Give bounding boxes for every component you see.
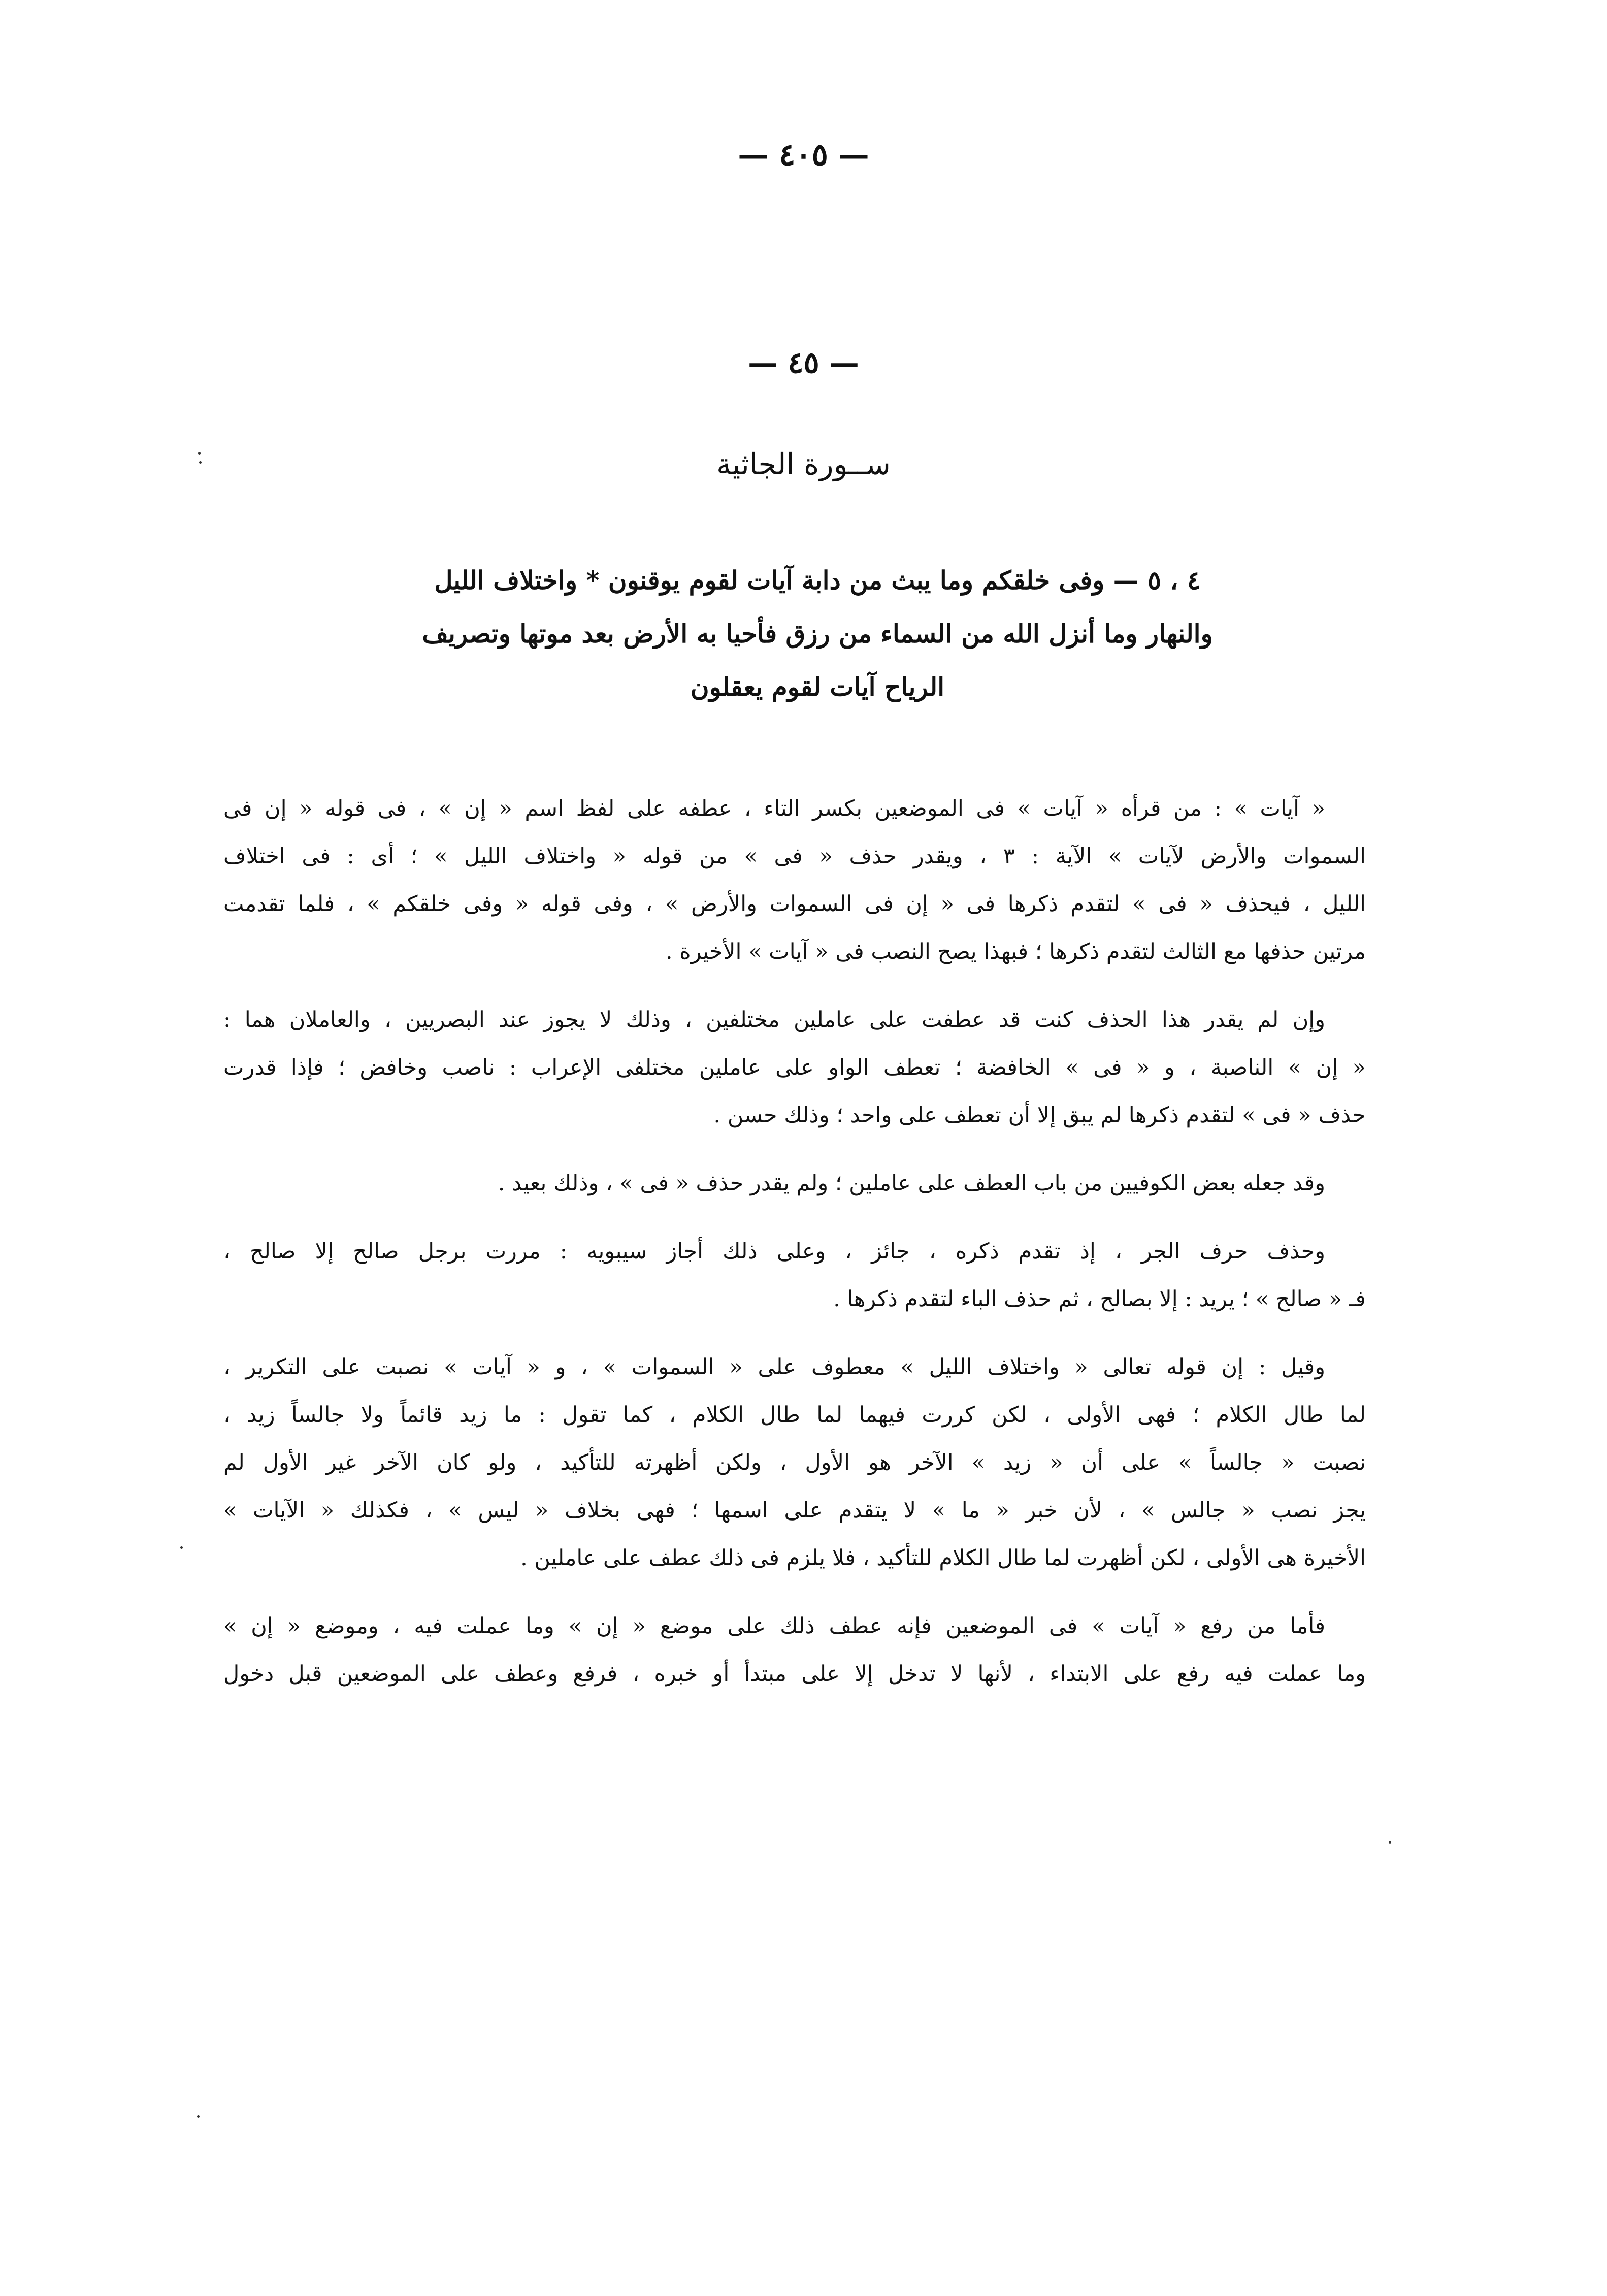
paragraph-4 <box>223 1227 1366 1323</box>
text-line: الأخيرة هى الأولى ، لكن أظهرت لما طال الكلام للتأكيد ، فلا يلزم فى ذلك عطف على عاملين . <box>520 1545 1366 1571</box>
surah-title: ســورة الجاثية <box>716 447 891 481</box>
scan-speck <box>180 1546 183 1549</box>
scan-speck <box>199 461 202 464</box>
text-line: « إن » الناصبة ، و « فى » الخافضة ؛ تعطف الواو على عاملين مختلفى الإعراب : ناصب وخافض ؛ فإذا قدرت <box>223 1055 1366 1080</box>
quran-verse <box>386 554 1249 714</box>
text-line: وحذف حرف الجر ، إذ تقدم ذكره ، جائز ، وعلى ذلك أجاز سيبويه : مررت برجل صالح إلا صالح ، <box>223 1239 1325 1264</box>
text-line: وما عملت فيه رفع على الابتداء ، لأنها لا تدخل إلا على مبتدأ أو خبره ، فرفع وعطف على الموضعين قبل دخول <box>223 1661 1366 1687</box>
text-line: حذف « فى » لتقدم ذكرها لم يبق إلا أن تعطف على واحد ؛ وذلك حسن . <box>713 1103 1366 1128</box>
paragraph-5 <box>223 1343 1366 1582</box>
text-line: « آيات » : من قرأه « آيات » فى الموضعين بكسر التاء ، عطفه على لفظ اسم « إن » ، فى قوله « إن فى <box>223 796 1325 821</box>
page-number: — ٤٠٥ — <box>738 137 869 173</box>
text-line: نصبت « جالساً » على أن « زيد » الآخر هو الأول ، ولكن أظهرته للتأكيد ، ولو كان الآخر غير الأول لم <box>223 1450 1366 1475</box>
verse-line: ٤ ، ٥ — وفى خلقكم وما يبث من دابة آيات لقوم يوقنون * واختلاف الليل <box>434 565 1201 595</box>
text-line: السموات والأرض لآيات » الآية : ٣ ، ويقدر حذف « فى » من قوله « واختلاف الليل » ؛ أى : فى اختلاف <box>223 844 1366 869</box>
text-line: الليل ، فيحذف « فى » لتقدم ذكرها فى « إن فى السموات والأرض » ، وفى قوله « وفى خلقكم » ، فلما تقدمت <box>223 891 1366 917</box>
text-line: يجز نصب « جالس » ، لأن خبر « ما » لا يتقدم على اسمها ؛ فهى بخلاف « ليس » ، فكذلك « الآيات » <box>223 1498 1366 1523</box>
text-line: وقد جعله بعض الكوفيين من باب العطف على عاملين ؛ ولم يقدر حذف « فى » ، وذلك بعيد . <box>498 1171 1325 1196</box>
text-line: مرتين حذفها مع الثالث لتقدم ذكرها ؛ فبهذا يصح النصب فى « آيات » الأخيرة . <box>665 939 1366 964</box>
paragraph-3 <box>223 1159 1366 1207</box>
paragraph-6 <box>223 1602 1366 1698</box>
verse-line: والنهار وما أنزل الله من السماء من رزق فأحيا به الأرض بعد موتها وتصريف <box>422 619 1213 649</box>
scan-speck <box>198 452 201 455</box>
text-line: وإن لم يقدر هذا الحذف كنت قد عطفت على عاملين مختلفين ، وذلك لا يجوز عند البصريين ، والعاملان هما : <box>223 1007 1325 1032</box>
scan-speck <box>197 2115 200 2118</box>
paragraph-2 <box>223 996 1366 1139</box>
verse-line: الرياح آيات لقوم يعقلون <box>690 672 945 702</box>
text-line: وقيل : إن قوله تعالى « واختلاف الليل » معطوف على « السموات » ، و « آيات » نصبت على التكرير ، <box>223 1354 1325 1380</box>
text-line: لما طال الكلام ؛ فهى الأولى ، لكن كررت فيهما لما طال الكلام ، كما تقول : ما زيد قائماً ولا جالساً زيد ، <box>223 1402 1366 1428</box>
commentary-text <box>223 785 1366 1718</box>
paragraph-1 <box>223 785 1366 976</box>
text-line: فـ « صالح » ؛ يريد : إلا بصالح ، ثم حذف الباء لتقدم ذكرها . <box>833 1286 1366 1312</box>
scan-speck <box>1389 1841 1391 1844</box>
text-line: فأما من رفع « آيات » فى الموضعين فإنه عطف ذلك على موضع « إن » وما عملت فيه ، وموضع « إن » <box>223 1613 1325 1639</box>
section-number: — ٤٥ — <box>748 345 859 380</box>
